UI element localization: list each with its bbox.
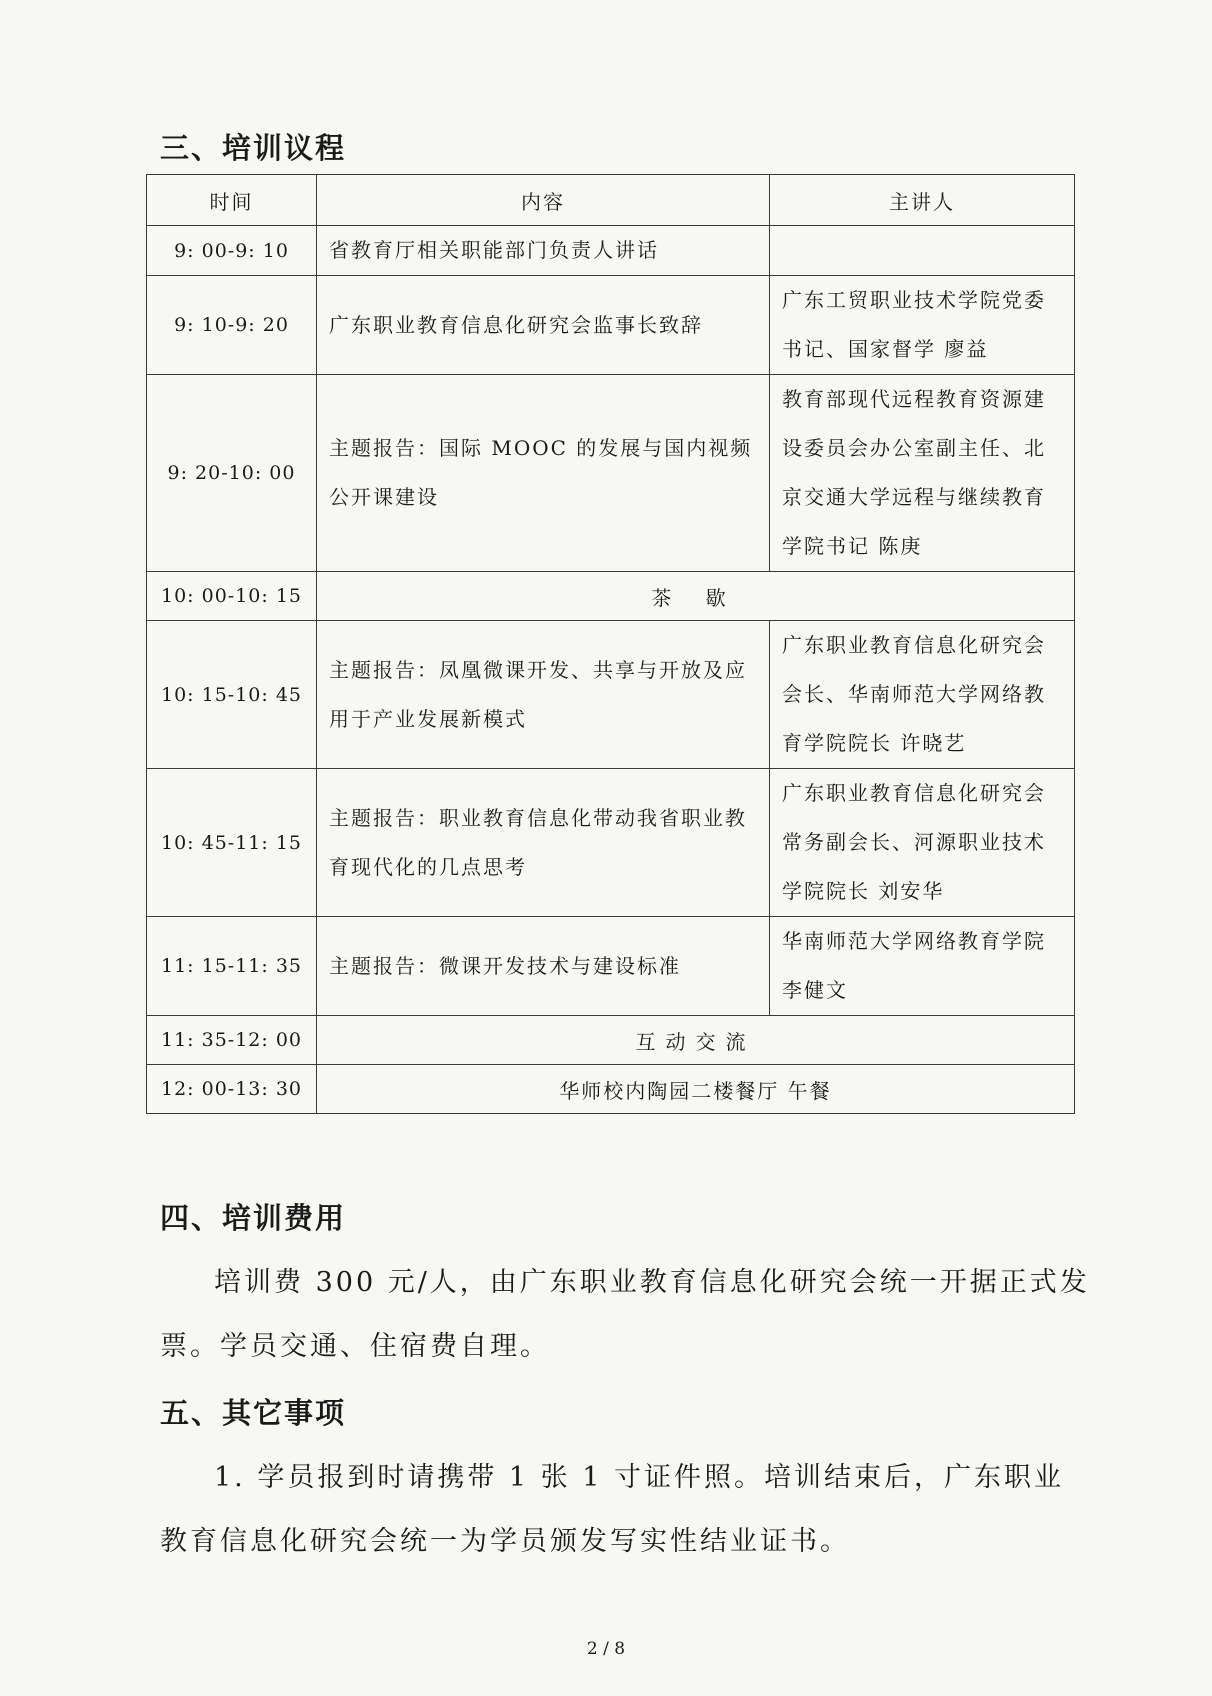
row-speaker: 广东职业教育信息化研究会会长、华南师范大学网络教育学院院长 许晓艺 [770, 621, 1075, 769]
row-time: 11: 35-12: 00 [147, 1016, 317, 1065]
row-content: 主题报告：微课开发技术与建设标准 [317, 917, 770, 1016]
table-row [147, 769, 1075, 917]
table-row [147, 572, 1075, 621]
row-speaker: 广东职业教育信息化研究会常务副会长、河源职业技术学院院长 刘安华 [770, 769, 1075, 917]
row-time: 10: 45-11: 15 [147, 769, 317, 917]
header-time: 时间 [147, 175, 317, 226]
agenda-table [146, 174, 1075, 1114]
header-content: 内容 [317, 175, 770, 226]
table-row [147, 1065, 1075, 1114]
row-time: 10: 00-10: 15 [147, 572, 317, 621]
row-time: 9: 10-9: 20 [147, 276, 317, 375]
note-paragraph-1: 1. 学员报到时请携带 1 张 1 寸证件照。培训结束后，广东职业教育信息化研究会统一为学员颁发写实性结业证书。 [160, 1462, 1065, 1557]
row-speaker: 华南师范大学网络教育学院 李健文 [770, 917, 1075, 1016]
row-merged-discussion: 互动交流 [317, 1016, 1075, 1065]
section-heading-agenda: 三、培训议程 [160, 131, 347, 165]
row-content: 广东职业教育信息化研究会监事长致辞 [317, 276, 770, 375]
table-row [147, 226, 1075, 276]
table-row [147, 1016, 1075, 1065]
row-content: 主题报告：国际 MOOC 的发展与国内视频公开课建设 [317, 375, 770, 572]
table-header-row [147, 175, 1075, 226]
row-time: 10: 15-10: 45 [147, 621, 317, 769]
table-row [147, 917, 1075, 1016]
row-content: 主题报告：职业教育信息化带动我省职业教育现代化的几点思考 [317, 769, 770, 917]
header-speaker: 主讲人 [770, 175, 1075, 226]
row-merged-lunch: 华师校内陶园二楼餐厅 午餐 [317, 1065, 1075, 1114]
section-heading-other: 五、其它事项 [160, 1396, 347, 1430]
row-speaker: 广东工贸职业技术学院党委书记、国家督学 廖益 [770, 276, 1075, 375]
fee-paragraph: 培训费 300 元/人，由广东职业教育信息化研究会统一开据正式发票。学员交通、住宿费自理。 [160, 1267, 1090, 1362]
row-time: 12: 00-13: 30 [147, 1065, 317, 1114]
table-row [147, 375, 1075, 572]
row-time: 11: 15-11: 35 [147, 917, 317, 1016]
section-heading-fee: 四、培训费用 [160, 1201, 347, 1235]
row-merged-break: 茶 歇 [317, 572, 1075, 621]
row-time: 9: 00-9: 10 [147, 226, 317, 276]
table-row [147, 276, 1075, 375]
page-number: 2 / 8 [586, 1639, 626, 1659]
row-speaker: 教育部现代远程教育资源建设委员会办公室副主任、北京交通大学远程与继续教育学院书记 陈庚 [770, 375, 1075, 572]
row-time: 9: 20-10: 00 [147, 375, 317, 572]
row-speaker [770, 226, 1075, 276]
table-row [147, 621, 1075, 769]
row-content: 省教育厅相关职能部门负责人讲话 [317, 226, 770, 276]
row-content: 主题报告：凤凰微课开发、共享与开放及应用于产业发展新模式 [317, 621, 770, 769]
